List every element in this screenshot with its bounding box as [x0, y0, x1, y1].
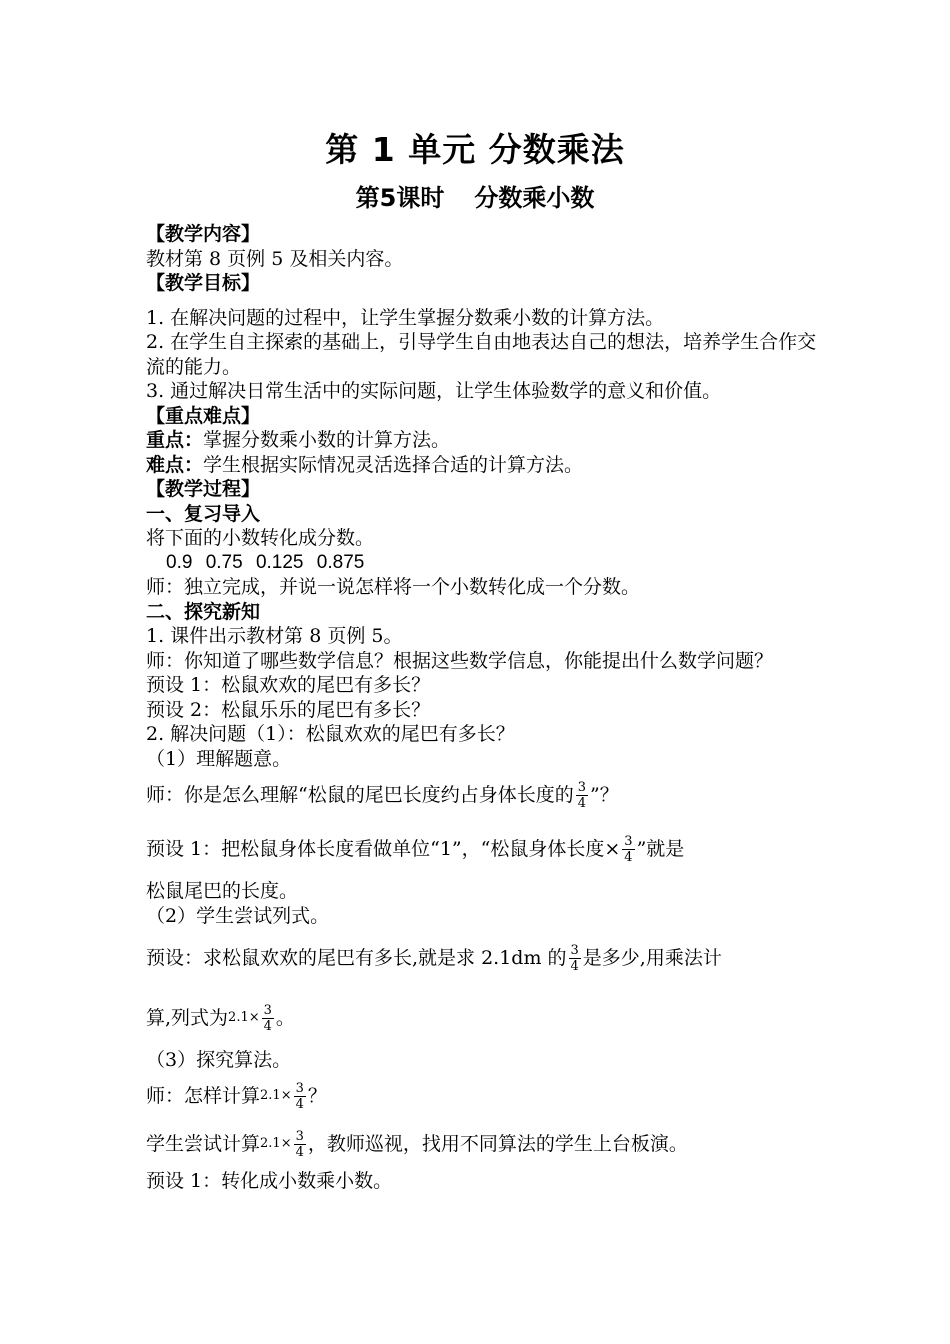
sub-step-2: （2）学生尝试列式。 — [146, 904, 330, 927]
unit-title: 第 1 单元 分数乘法 — [325, 130, 625, 169]
section-heading-goals: 【教学目标】 — [146, 272, 261, 294]
sub-step-1: （1）理解题意。 — [146, 747, 292, 770]
sub-step-3: （3）探究算法。 — [146, 1049, 292, 1071]
preset-unit-one-cont: 松鼠尾巴的长度。 — [146, 880, 299, 902]
key-label: 重点： — [146, 429, 204, 451]
lesson-topic: 分数乘小数 — [474, 184, 595, 212]
fraction-three-quarters: $\frac{3}{4}$ — [263, 1002, 272, 1034]
difficulty-text: 学生根据实际情况灵活选择合适的计算方法。 — [203, 453, 584, 476]
content-text: 教材第 8 页例 5 及相关内容。 — [146, 247, 404, 270]
preset-1: 预设 1：松鼠欢欢的尾巴有多长？ — [146, 674, 431, 696]
lesson-number: 第5课时 — [355, 184, 445, 212]
step-2-item-2: 2. 解决问题（1）：松鼠欢欢的尾巴有多长？ — [146, 723, 515, 745]
difficulty-label: 难点： — [146, 453, 204, 476]
section-heading-key: 【重点难点】 — [146, 404, 261, 427]
goal-3: 3. 通过解决日常生活中的实际问题，让学生体验数学的意义和价值。 — [146, 380, 722, 402]
preset-convert: 预设 1：转化成小数乘小数。 — [146, 1169, 393, 1192]
section-heading-process: 【教学过程】 — [146, 478, 261, 500]
step-1-teacher: 师：独立完成，并说一说怎样将一个小数转化成一个分数。 — [146, 576, 641, 598]
goal-2: 2. 在学生自主探索的基础上，引导学生自由地表达自己的想法，培养学生合作交流的能力。 — [146, 331, 817, 378]
preset-equation-cont: 算,列式为 2.1× $\frac{3}{4}$ 。 — [146, 1002, 295, 1034]
fraction-three-quarters: $\frac{3}{4}$ — [577, 779, 586, 811]
section-heading-content: 【教学内容】 — [146, 223, 261, 245]
preset-2: 预设 2：松鼠乐乐的尾巴有多长？ — [146, 698, 431, 721]
fraction-three-quarters: $\frac{3}{4}$ — [624, 833, 633, 865]
fraction-three-quarters: $\frac{3}{4}$ — [295, 1081, 304, 1112]
step-1-heading: 一、复习导入 — [146, 502, 261, 525]
preset-unit-one: 预设 1：把松鼠身体长度看做单位“1”，“松鼠身体长度× $\frac{3}{4}$ ”就是 — [146, 833, 685, 865]
document-body — [146, 222, 818, 1193]
decimal-list: 0.9 0.75 0.125 0.875 — [166, 551, 365, 573]
step-2-item-1: 1. 课件出示教材第 8 页例 5。 — [146, 625, 403, 647]
key-text: 掌握分数乘小数的计算方法。 — [203, 429, 451, 451]
student-try-calc: 学生尝试计算 2.1× $\frac{3}{4}$ ，教师巡视，找用不同算法的学生上台板演。 — [146, 1129, 688, 1160]
teacher-question-fraction: 师：你是怎么理解“松鼠的尾巴长度约占身体长度的 $\frac{3}{4}$ ”？ — [146, 779, 619, 811]
difficulty-point — [146, 453, 818, 478]
step-2-heading: 二、探究新知 — [146, 600, 261, 623]
step-1-instruction: 将下面的小数转化成分数。 — [146, 527, 375, 549]
goal-1: 1. 在解决问题的过程中，让学生掌握分数乘小数的计算方法。 — [146, 306, 665, 329]
step-2-teacher-question: 师：你知道了哪些数学信息？根据这些数学信息，你能提出什么数学问题？ — [146, 649, 774, 672]
lesson-subtitle — [0, 180, 950, 216]
teacher-how-to-calc: 师：怎样计算 2.1× $\frac{3}{4}$ ？ — [146, 1081, 327, 1112]
preset-equation: 预设：求松鼠欢欢的尾巴有多长,就是求 2.1dm 的 $\frac{3}{4}$ 是多少,用乘法计 — [146, 942, 722, 974]
key-point — [146, 428, 818, 453]
fraction-three-quarters: $\frac{3}{4}$ — [295, 1129, 304, 1160]
fraction-three-quarters: $\frac{3}{4}$ — [570, 942, 579, 974]
